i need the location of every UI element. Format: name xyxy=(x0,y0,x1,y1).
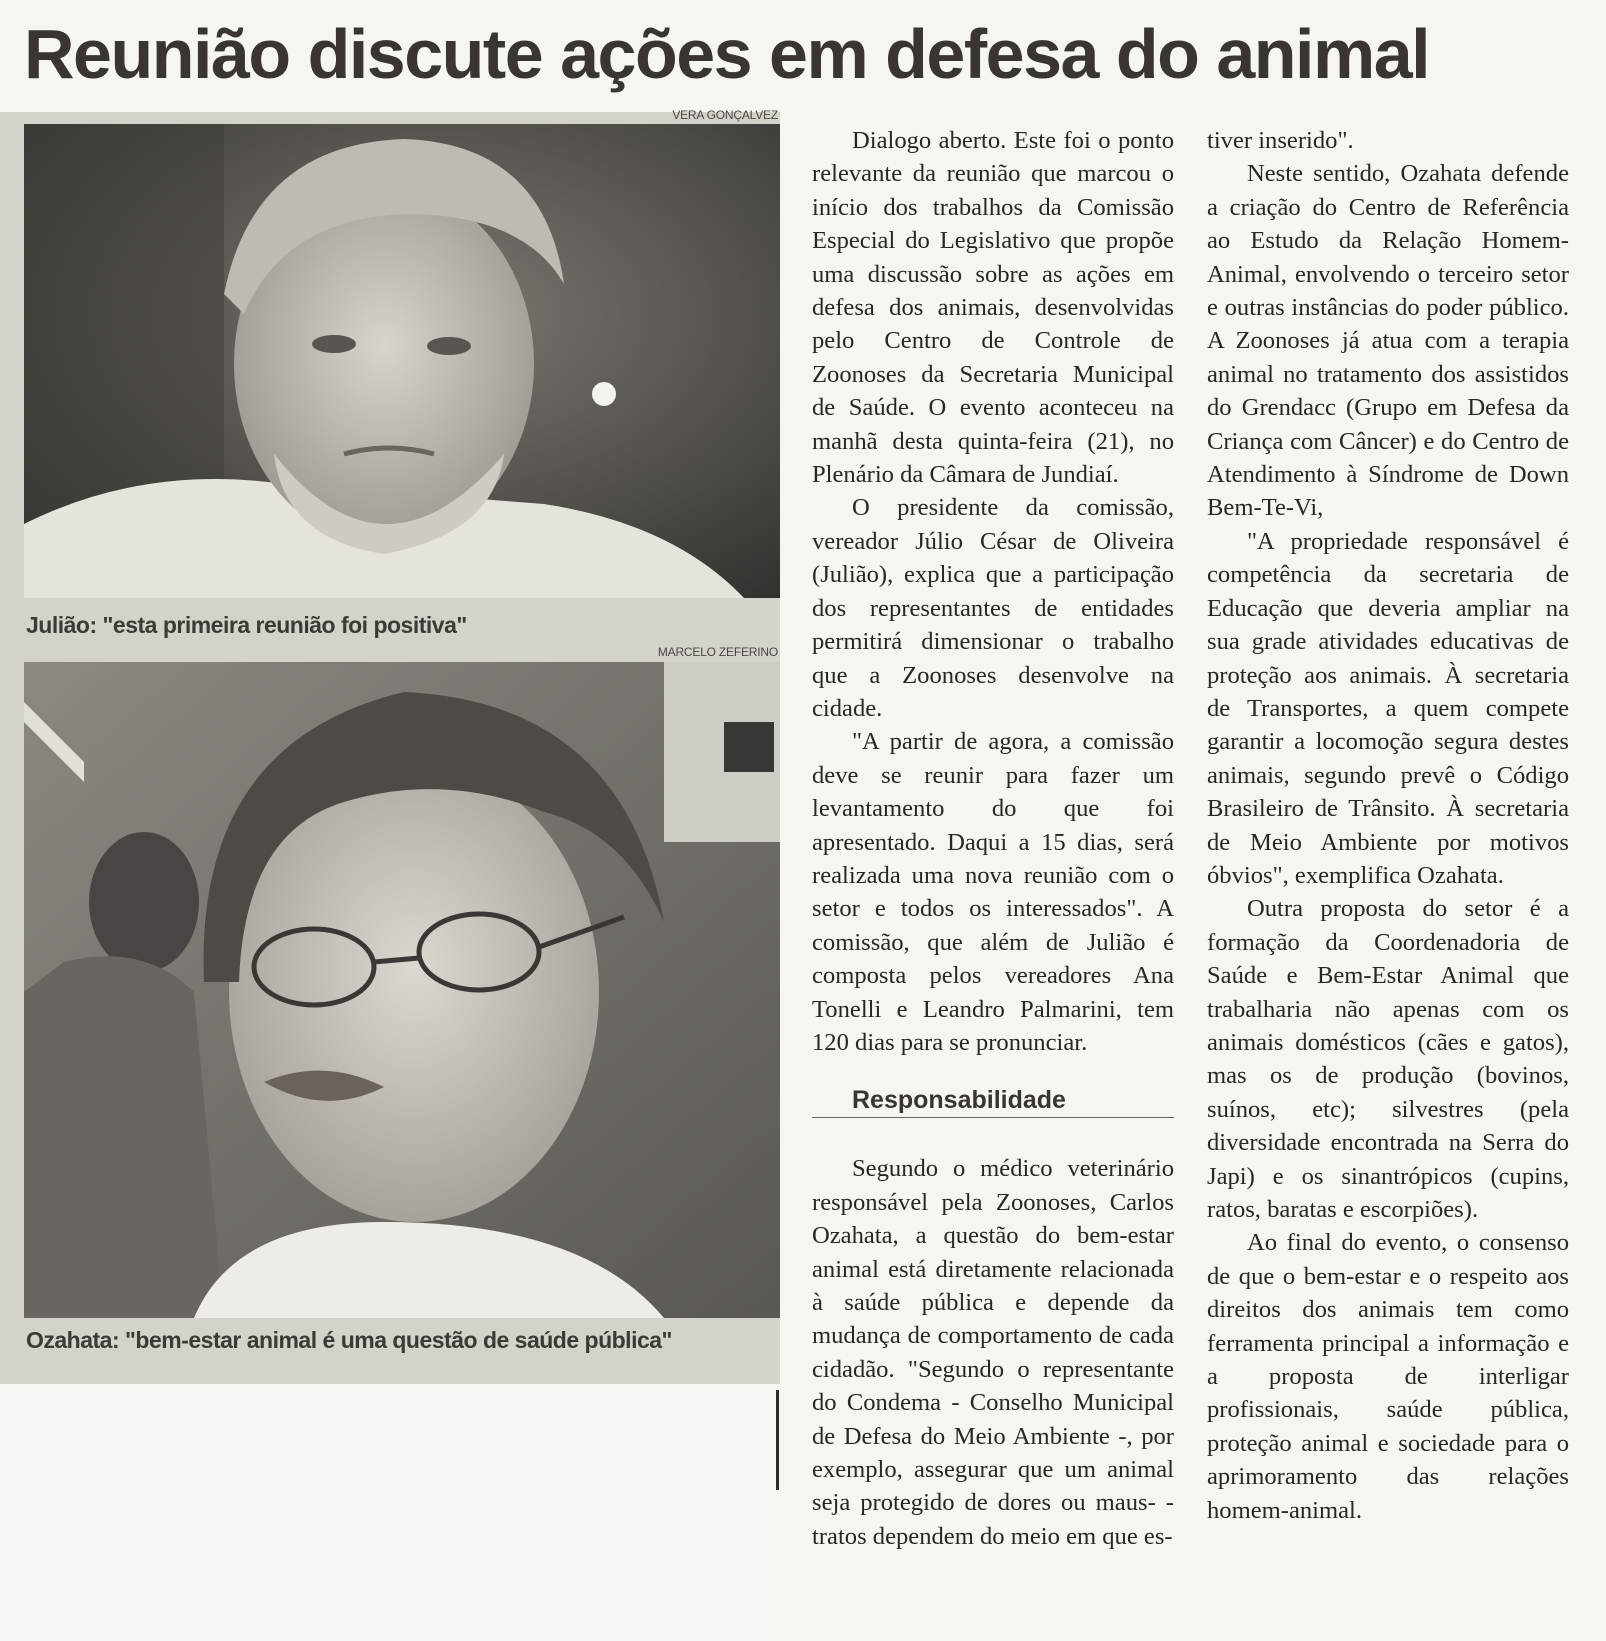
photo1-credit: VERA GONÇALVEZ xyxy=(672,108,778,122)
portrait-ozahata-image xyxy=(24,662,780,1318)
portrait-juliao-image xyxy=(24,124,780,598)
headline: Reunião discute ações em defesa do animal xyxy=(24,15,1430,93)
photo-juliao xyxy=(24,124,780,598)
paragraph: tiver inserido". xyxy=(1207,127,1354,154)
article-column-1 xyxy=(812,124,1174,1553)
paragraph: O presidente da comissão, vereador Júlio César de Oliveira (Julião), explica que a participação dos representantes de entidades permitirá dimensionar o trabalho que a Zoonoses desenvolve na cidade. xyxy=(812,494,1174,722)
paragraph: Neste sentido, Ozahata defende a criação do Centro de Referência ao Estudo da Relação Homem-Animal, envolvendo o terceiro setor e outras instâncias do poder público. A Zoonoses já atua com a terapia animal no tratamento dos assistidos do Grendacc (Grupo em Defesa da Criança com Câncer) e do Centro de Atendimento à Síndrome de Down Bem-Te-Vi, xyxy=(1207,160,1569,522)
column-rule xyxy=(776,1390,779,1490)
paragraph: "A propriedade responsável é competência da secretaria de Educação que deveria ampliar na sua grade atividades educativas de proteção aos animais. À secretaria de Transportes, a quem compete garantir a locomoção segura destes animais, segundo prevê o Código Brasileiro de Trânsito. À secretaria de Meio Ambiente por motivos óbvios", exemplifica Ozahata. xyxy=(1207,527,1569,889)
paragraph: Dialogo aberto. Este foi o ponto relevante da reunião que marcou o início dos trabalhos da Comissão Especial do Legislativo que propõe uma discussão sobre as ações em defesa dos animais, desenvolvidas pelo Centro de Controle de Zoonoses da Secretaria Municipal de Saúde. O evento aconteceu na manhã desta quinta-feira (21), no Plenário da Câmara de Jundiaí. xyxy=(812,127,1174,489)
paragraph: "A partir de agora, a comissão deve se reunir para fazer um levantamento do que foi apresentado. Daqui a 15 dias, será realizada uma nova reunião com o setor e todos os interessados". A comissão, que além de Julião é composta pelos vereadores Ana Tonelli e Leandro Palmarini, tem 120 dias para se pronunciar. xyxy=(812,728,1174,1056)
paragraph: Segundo o médico veterinário responsável pela Zoonoses, Carlos Ozahata, a questão do bem-estar animal está diretamente relacionada à saúde pública e depende da mudança de comportamento de cada cidadão. "Segundo o representante do Condema - Conselho Municipal de Defesa do Meio Ambiente -, por exemplo, assegurar que um animal seja protegido de dores ou maus- -tratos dependem do meio em que es- xyxy=(812,1155,1174,1550)
photo2-credit: MARCELO ZEFERINO xyxy=(657,645,778,659)
article-column-2 xyxy=(1207,124,1569,1527)
photo1-caption: Julião: "esta primeira reunião foi positiva" xyxy=(26,612,467,638)
paragraph: Ao final do evento, o consenso de que o bem-estar e o respeito aos direitos dos animais tem como ferramenta principal a informação e a proposta de interligar profissionais, saúde pública, proteção animal e sociedade para o aprimoramento das relações homem-animal. xyxy=(1207,1229,1569,1524)
blank-area xyxy=(0,1385,776,1641)
section-heading: Responsabilidade xyxy=(812,1085,1174,1118)
paragraph: Outra proposta do setor é a formação da Coordenadoria de Saúde e Bem-Estar Animal que trabalharia não apenas com os animais domésticos (cães e gatos), mas os de produção (bovinos, suínos, etc); silvestres (pela diversidade encontrada na Serra do Japi) e os sinantrópicos (cupins, ratos, baratas e escorpiões). xyxy=(1207,895,1569,1223)
photo-ozahata xyxy=(24,662,780,1318)
photo2-caption: Ozahata: "bem-estar animal é uma questão de saúde pública" xyxy=(26,1327,672,1353)
